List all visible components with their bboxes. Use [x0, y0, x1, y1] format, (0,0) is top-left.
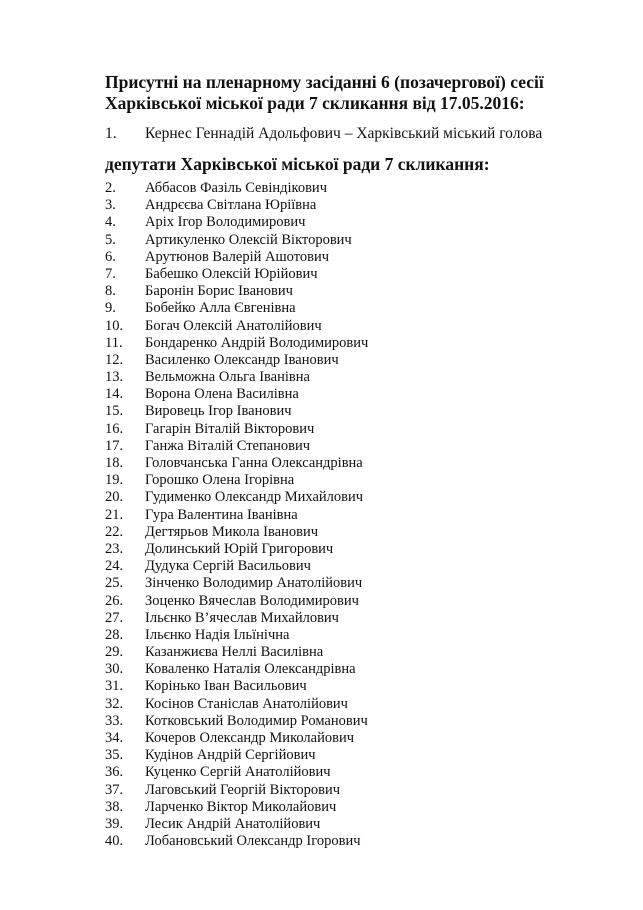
list-item-number: 23.	[105, 540, 124, 557]
list-item	[105, 180, 368, 197]
list-item-number: 10.	[105, 317, 124, 334]
list-item	[105, 455, 368, 472]
list-item-number: 28.	[105, 626, 124, 643]
list-item	[105, 352, 368, 369]
heading-line-2: Харківської міської ради 7 скликання від 17.05.2016:	[105, 93, 525, 113]
list-item	[105, 575, 368, 592]
list-item-number: 27.	[105, 609, 124, 626]
list-item-name: Дудука Сергій Васильович	[145, 558, 311, 575]
list-item-number: 17.	[105, 437, 124, 454]
list-item-number: 6.	[105, 248, 116, 265]
list-item-number: 20.	[105, 489, 124, 506]
list-item-number: 15.	[105, 403, 124, 420]
list-item-name: Кочеров Олександр Миколайович	[145, 730, 355, 746]
list-item-number: 2.	[105, 180, 116, 196]
list-item-name: Горошко Олена Ігорівна	[145, 472, 295, 489]
list-item	[105, 627, 368, 644]
list-item	[105, 730, 368, 747]
chair-number: 1.	[105, 125, 117, 142]
list-item	[105, 661, 368, 678]
list-item	[105, 214, 368, 231]
list-item-name: Ворона Олена Василівна	[145, 386, 299, 403]
list-item-number: 22.	[105, 523, 124, 540]
list-item	[105, 318, 368, 335]
list-item	[105, 696, 368, 713]
list-item-number: 33.	[105, 712, 124, 729]
list-item-number: 34.	[105, 730, 124, 746]
list-item-name: Казанжиєва Неллі Василівна	[145, 644, 324, 661]
list-item-number: 12.	[105, 351, 124, 368]
list-item	[105, 833, 368, 850]
list-item-name: Бобейко Алла Євгенівна	[145, 300, 296, 317]
list-item	[105, 421, 368, 438]
list-item-name: Лаговський Георгій Вікторович	[145, 781, 341, 798]
list-item	[105, 232, 368, 249]
deputies-heading: депутати Харківської міської ради 7 скликання:	[105, 154, 490, 174]
list-item-name: Аббасов Фазіль Севіндікович	[145, 180, 327, 196]
list-item-number: 16.	[105, 420, 124, 437]
list-item-number: 32.	[105, 695, 124, 712]
list-item-number: 3.	[105, 197, 116, 214]
list-item	[105, 678, 368, 695]
list-item-name: Василенко Олександр Іванович	[145, 351, 339, 368]
list-item-name: Ільєнко Надія Ільїнічна	[145, 626, 290, 643]
list-item	[105, 335, 368, 352]
list-item-name: Арутюнов Валерій Ашотович	[145, 248, 329, 265]
list-item-number: 18.	[105, 455, 124, 471]
list-item-name: Коваленко Наталія Олександрівна	[145, 661, 356, 678]
list-item-name: Вировець Ігор Іванович	[145, 403, 292, 420]
list-item	[105, 541, 368, 558]
list-item-name: Куценко Сергій Анатолійович	[145, 764, 331, 781]
list-item-name: Гудименко Олександр Михайлович	[145, 489, 364, 506]
list-item	[105, 249, 368, 266]
list-item	[105, 593, 368, 610]
list-item-number: 37.	[105, 781, 124, 798]
list-item-number: 24.	[105, 558, 124, 575]
list-item-name: Ларченко Віктор Миколайович	[145, 798, 337, 815]
list-item	[105, 197, 368, 214]
list-item-name: Гагарін Віталій Вікторович	[145, 420, 315, 437]
list-item	[105, 472, 368, 489]
list-item	[105, 283, 368, 300]
list-item-number: 38.	[105, 798, 124, 815]
list-item	[105, 764, 368, 781]
list-item	[105, 816, 368, 833]
list-item-number: 8.	[105, 283, 116, 300]
list-item-name: Аріх Ігор Володимирович	[145, 214, 306, 231]
list-item-name: Долинський Юрій Григорович	[145, 540, 334, 557]
deputies-list	[105, 180, 368, 850]
list-item-number: 5.	[105, 231, 116, 248]
list-item-number: 40.	[105, 833, 124, 850]
chair-entry	[105, 125, 542, 143]
list-item	[105, 266, 368, 283]
list-item-name: Котковський Володимир Романович	[145, 712, 368, 729]
list-item-name: Ганжа Віталій Степанович	[145, 437, 311, 454]
list-item	[105, 558, 368, 575]
list-item-name: Баронін Борис Іванович	[145, 283, 293, 300]
list-item-name: Зоценко Вячеслав Володимирович	[145, 592, 359, 609]
list-item-name: Бабешко Олексій Юрійович	[145, 265, 318, 282]
list-item-number: 29.	[105, 644, 124, 661]
list-item-name: Зінченко Володимир Анатолійович	[145, 575, 363, 592]
list-item-number: 25.	[105, 575, 124, 592]
list-item	[105, 507, 368, 524]
list-item	[105, 300, 368, 317]
chair-text: Кернес Геннадій Адольфович – Харківський міський голова	[145, 125, 543, 142]
list-item-number: 36.	[105, 764, 124, 781]
list-item-name: Андрєєва Світлана Юріївна	[145, 197, 317, 214]
list-item	[105, 403, 368, 420]
list-item-name: Артикуленко Олексій Вікторович	[145, 231, 352, 248]
list-item-name: Кудінов Андрій Сергійович	[145, 747, 316, 764]
list-item-number: 39.	[105, 815, 124, 832]
list-item-name: Ільєнко В’ячеслав Михайлович	[145, 609, 339, 626]
list-item	[105, 524, 368, 541]
list-item-number: 31.	[105, 678, 124, 695]
list-item-name: Косінов Станіслав Анатолійович	[145, 695, 348, 712]
list-item-name: Лобановський Олександр Ігорович	[145, 833, 361, 850]
list-item-number: 9.	[105, 300, 116, 317]
list-item-name: Гура Валентина Іванівна	[145, 506, 298, 523]
heading-line-1: Присутні на пленарному засіданні 6 (позачергової) сесії	[105, 72, 544, 92]
list-item-name: Богач Олексій Анатолійович	[145, 317, 322, 334]
list-item-number: 14.	[105, 386, 124, 403]
list-item	[105, 386, 368, 403]
list-item	[105, 713, 368, 730]
list-item-number: 21.	[105, 506, 124, 523]
list-item-number: 35.	[105, 747, 124, 764]
list-item	[105, 489, 368, 506]
list-item-number: 19.	[105, 472, 124, 489]
list-item	[105, 369, 368, 386]
list-item-number: 13.	[105, 369, 124, 386]
list-item	[105, 438, 368, 455]
list-item	[105, 610, 368, 627]
list-item-name: Бондаренко Андрій Володимирович	[145, 334, 369, 351]
list-item-number: 7.	[105, 265, 116, 282]
list-item-number: 26.	[105, 592, 124, 609]
list-item-name: Дегтярьов Микола Іванович	[145, 523, 318, 540]
list-item	[105, 782, 368, 799]
list-item-number: 30.	[105, 661, 124, 678]
list-item-number: 11.	[105, 334, 123, 351]
list-item	[105, 747, 368, 764]
list-item-name: Лесик Андрій Анатолійович	[145, 815, 321, 832]
document-heading	[105, 72, 625, 114]
list-item-name: Головчанська Ганна Олександрівна	[145, 455, 363, 471]
list-item-name: Корінько Іван Васильович	[145, 678, 307, 695]
list-item	[105, 644, 368, 661]
list-item	[105, 799, 368, 816]
list-item-number: 4.	[105, 214, 116, 231]
list-item-name: Вельможна Ольга Іванівна	[145, 369, 310, 386]
